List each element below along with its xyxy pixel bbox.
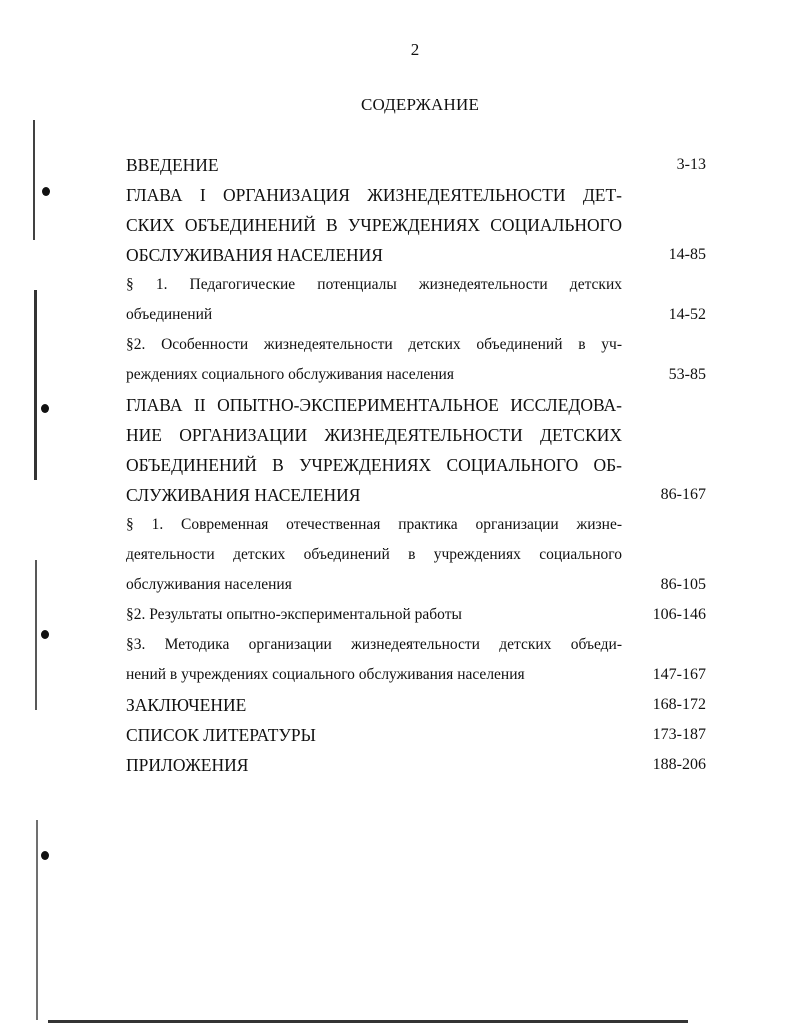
toc-entry-title: СПИСОК ЛИТЕРАТУРЫ [126,725,316,745]
scan-edge-line [36,820,38,1020]
toc-entry-section-2-1-cont [126,540,726,570]
binding-hole-mark [41,630,49,639]
toc-entry-appendices [126,750,726,780]
toc-entry-title: ЗАКЛЮЧЕНИЕ [126,695,247,715]
toc-entry-section-2-1-cont [126,570,726,600]
toc-page-ref: 86-167 [660,486,706,503]
toc-entry-section-1-1 [126,270,726,300]
toc-entry-chapter-2-cont [126,450,726,480]
toc-entry-title: ПРИЛОЖЕНИЯ [126,755,249,775]
toc-entry-title: реждениях социального обслуживания населения [126,366,454,383]
toc-entry-introduction [126,150,726,180]
scan-edge-line [35,560,37,710]
toc-entry-title: СЛУЖИВАНИЯ НАСЕЛЕНИЯ [126,485,361,505]
toc-entry-title: ВВЕДЕНИЕ [126,155,219,175]
toc-entry-title: ОБЪЕДИНЕНИЙ В УЧРЕЖДЕНИЯХ СОЦИАЛЬНОГО ОБ- [126,455,622,475]
toc-entry-section-2-2 [126,600,726,630]
toc-entry-title: СКИХ ОБЪЕДИНЕНИЙ В УЧРЕЖДЕНИЯХ СОЦИАЛЬНОГО [126,215,622,235]
toc-entry-conclusion [126,690,726,720]
toc-page-ref: 14-52 [668,306,706,323]
toc-page-ref: 168-172 [652,696,706,713]
toc-entry-chapter-1-cont [126,210,726,240]
toc-page-ref: 106-146 [652,606,706,623]
toc-entry-chapter-2-cont [126,480,726,510]
toc-entry-title: §3. Методика организации жизнедеятельности детских объеди- [126,636,622,653]
page-number: 2 [410,40,420,59]
binding-hole-mark [42,187,50,196]
toc-entry-section-1-1-cont [126,300,726,330]
toc-page-ref: 173-187 [652,726,706,743]
toc-entry-chapter-1 [126,180,726,210]
table-of-contents [126,150,726,780]
toc-entry-chapter-2-cont [126,420,726,450]
toc-entry-title: обслуживания населения [126,576,292,593]
toc-entry-section-1-2-cont [126,360,726,390]
binding-hole-mark [41,851,49,860]
toc-page-ref: 188-206 [652,756,706,773]
toc-entry-title: деятельности детских объединений в учреждениях социального [126,546,622,563]
toc-page-ref: 53-85 [668,366,706,383]
toc-entry-chapter-2 [126,390,726,420]
toc-page-ref: 14-85 [668,246,706,263]
toc-entry-title: §2. Особенности жизнедеятельности детских объединений в уч- [126,336,622,353]
toc-entry-section-2-3-cont [126,660,726,690]
scan-edge-line [34,290,37,480]
binding-hole-mark [41,404,49,413]
toc-entry-title: нений в учреждениях социального обслуживания населения [126,666,525,683]
toc-entry-title: § 1. Современная отечественная практика организации жизне- [126,516,622,533]
scan-bottom-edge [48,1020,688,1023]
toc-page-ref: 86-105 [660,576,706,593]
scan-edge-line [33,120,35,240]
toc-entry-section-1-2 [126,330,726,360]
toc-entry-bibliography [126,720,726,750]
toc-page-ref: 3-13 [676,156,706,173]
toc-entry-title: НИЕ ОРГАНИЗАЦИИ ЖИЗНЕДЕЯТЕЛЬНОСТИ ДЕТСКИХ [126,425,622,445]
toc-entry-section-2-1 [126,510,726,540]
toc-entry-title: объединений [126,306,213,323]
toc-page-ref: 147-167 [652,666,706,683]
toc-entry-chapter-1-cont [126,240,726,270]
toc-entry-title: ОБСЛУЖИВАНИЯ НАСЕЛЕНИЯ [126,245,383,265]
toc-entry-title: ГЛАВА II ОПЫТНО-ЭКСПЕРИМЕНТАЛЬНОЕ ИССЛЕДОВА- [126,395,622,415]
toc-entry-title: ГЛАВА I ОРГАНИЗАЦИЯ ЖИЗНЕДЕЯТЕЛЬНОСТИ ДЕТ- [126,185,622,205]
toc-entry-section-2-3 [126,630,726,660]
toc-entry-title: §2. Результаты опытно-экспериментальной работы [126,606,462,623]
page-title: СОДЕРЖАНИЕ [360,95,480,114]
toc-entry-title: § 1. Педагогические потенциалы жизнедеятельности детских [126,276,622,293]
